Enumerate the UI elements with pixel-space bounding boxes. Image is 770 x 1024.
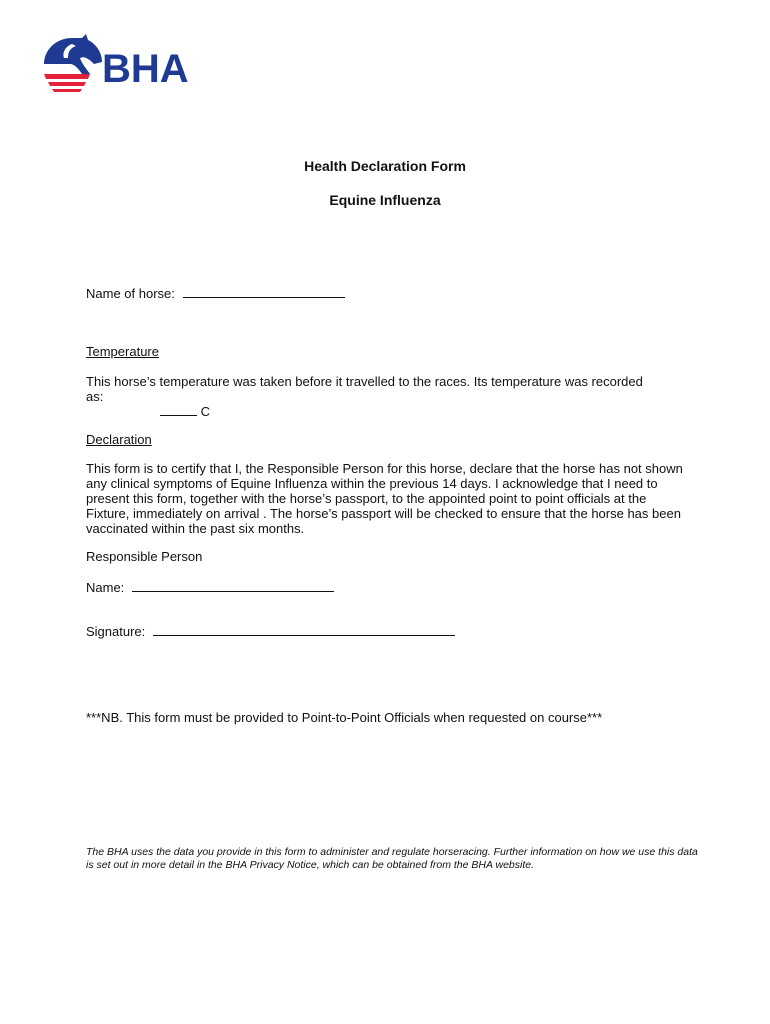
responsible-name-field[interactable]	[132, 579, 334, 592]
horse-name-label: Name of horse:	[86, 286, 175, 301]
temperature-heading: Temperature	[86, 344, 159, 359]
signature-label: Signature:	[86, 624, 146, 639]
horse-name-row	[86, 285, 345, 301]
temperature-text-line1: This horse’s temperature was taken before it travelled to the races. Its temperature was recorded	[86, 374, 643, 389]
form-title: Health Declaration Form	[304, 158, 466, 174]
horse-name-field[interactable]	[183, 285, 345, 298]
signature-row	[86, 623, 455, 639]
temperature-field[interactable]	[160, 403, 197, 416]
declaration-heading: Declaration	[86, 432, 152, 447]
responsible-name-label: Name:	[86, 580, 125, 595]
responsible-person-heading: Responsible Person	[86, 549, 203, 564]
bha-logo	[38, 34, 198, 94]
horse-head-logo-icon	[38, 34, 198, 94]
privacy-notice: The BHA uses the data you provide in this form to administer and regulate horseracing. Further information on how we use this data is set out in more detail in the BHA Privacy Notice, which can be obtained from the BHA website.	[86, 846, 698, 871]
bha-logo-text: BHA	[102, 47, 189, 91]
responsible-name-row	[86, 579, 334, 595]
signature-field[interactable]	[153, 623, 455, 636]
temperature-text-line2: as:	[86, 389, 104, 404]
temperature-row	[160, 403, 210, 419]
form-subtitle: Equine Influenza	[329, 192, 441, 208]
declaration-text: This form is to certify that I, the Responsible Person for this horse, declare that the horse has not shown any clinical symptoms of Equine Influenza within the previous 14 days. I acknowledge that I need to present this form, together with the horse’s passport, to the appointed point to point officials at the Fixture, immediately on arrival . The horse’s passport will be checked to ensure that the horse has been vaccinated within the past six months.	[86, 461, 683, 536]
temperature-unit: C	[200, 404, 211, 419]
nb-note: ***NB. This form must be provided to Point-to-Point Officials when requested on course***	[86, 710, 603, 725]
